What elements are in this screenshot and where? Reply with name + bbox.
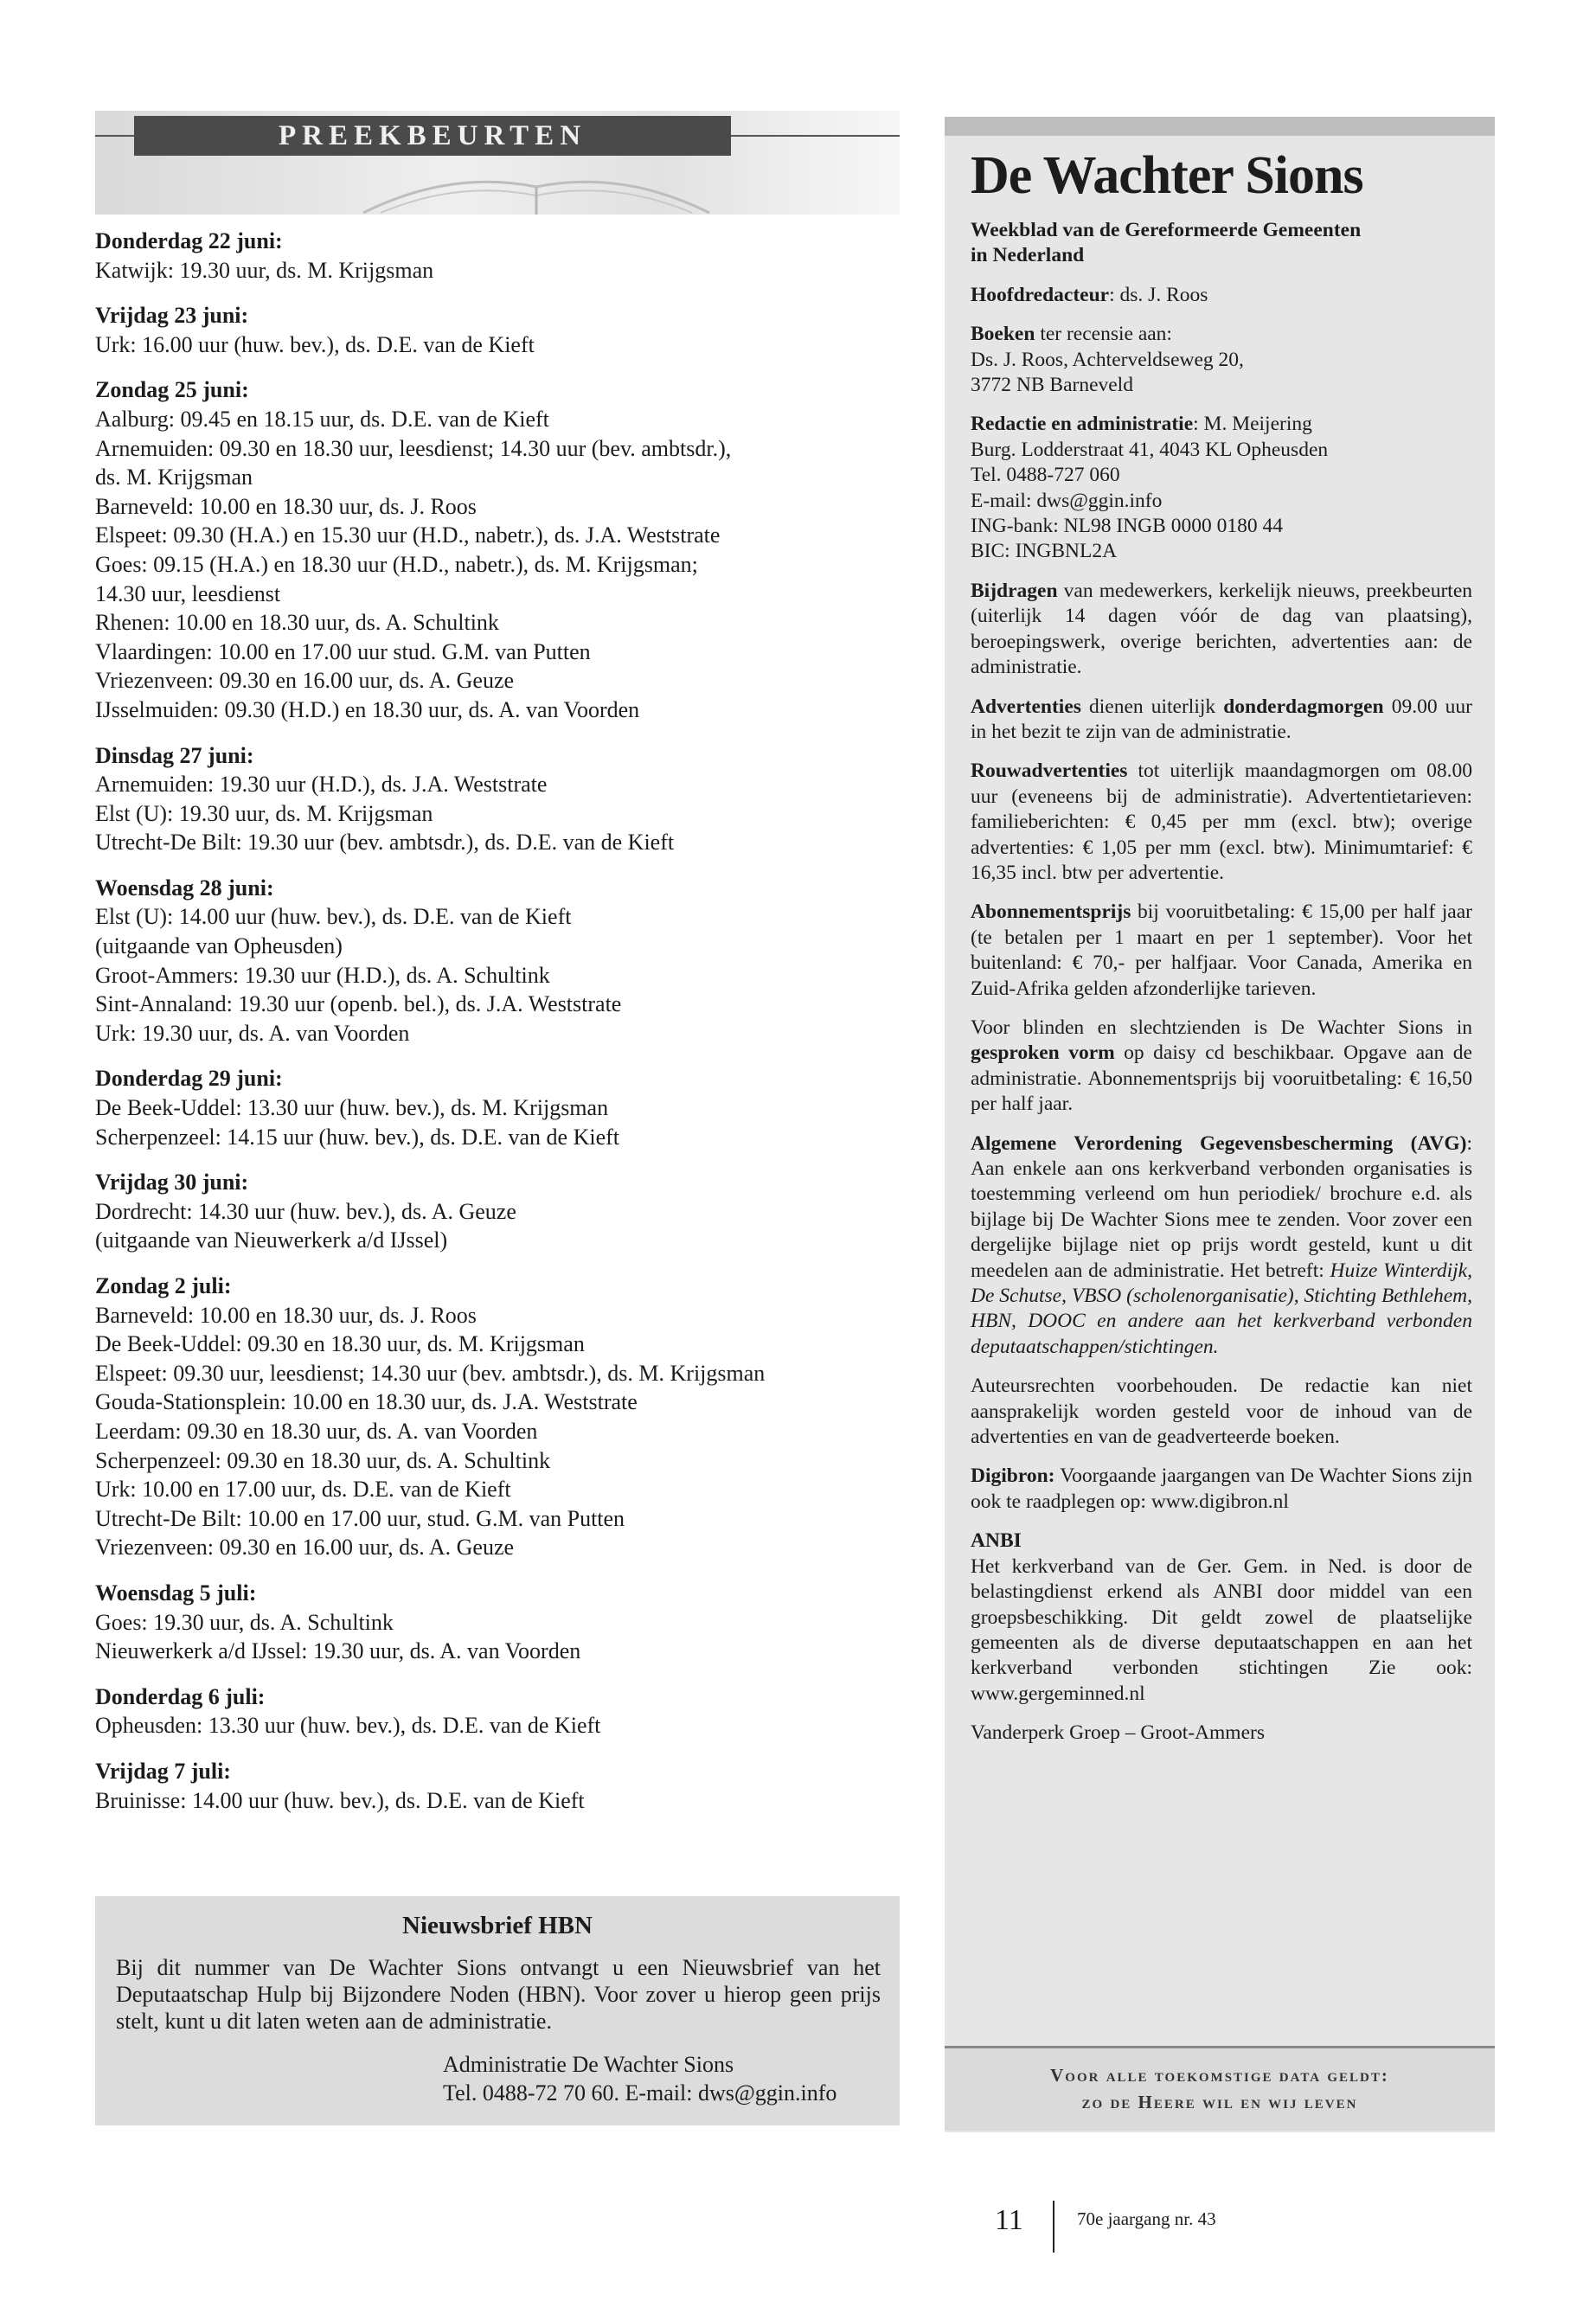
nieuwsbrief-box	[95, 1896, 900, 2125]
day-heading: Vrijdag 7 juli:	[95, 1758, 231, 1784]
service-line: Groot-Ammers: 19.30 uur (H.D.), ds. A. Schultink	[95, 962, 550, 988]
schedule-day	[95, 227, 900, 285]
digibron	[971, 1464, 1472, 1515]
bijdragen	[971, 579, 1472, 681]
day-heading: Vrijdag 30 juni:	[95, 1170, 249, 1195]
advertenties-deadline: donderdagmorgen	[1223, 695, 1384, 718]
service-line: Elspeet: 09.30 uur, leesdienst; 14.30 uur (bev. ambtsdr.), ds. M. Krijgsman	[95, 1360, 766, 1386]
advertenties-mid: dienen uiterlijk	[1080, 695, 1224, 718]
service-line: Sint-Annaland: 19.30 uur (openb. bel.), ds. J.A. Weststrate	[95, 991, 622, 1017]
signature-line-2: Tel. 0488-72 70 60. E-mail: dws@ggin.info	[443, 2080, 837, 2106]
schedule-day	[95, 1168, 900, 1255]
day-heading: Donderdag 22 juni:	[95, 228, 283, 253]
nieuwsbrief-title: Nieuwsbrief HBN	[402, 1912, 593, 1939]
motto-line-1: Voor alle toekomstige data geldt:	[1050, 2065, 1389, 2086]
hoofdredacteur-value: : ds. J. Roos	[1109, 283, 1208, 306]
schedule-day	[95, 741, 900, 857]
service-line: Utrecht-De Bilt: 19.30 uur (bev. ambtsdr.), ds. D.E. van de Kieft	[95, 830, 675, 856]
abonnement-text: bij vooruitbetaling: € 15,00 per half jaar (te betalen per 1 maart en per 1 september). Voor het buitenland: € 70,- per halfjaar. Voor Canada, Amerika en Zuid-Afrika gelden afzonderlijke tarieven.	[971, 901, 1472, 1000]
service-line: Urk: 19.30 uur, ds. A. van Voorden	[95, 1020, 410, 1046]
advertenties	[971, 695, 1472, 746]
issue-info: 70e jaargang nr. 43	[1077, 2208, 1216, 2229]
nieuwsbrief-body: Bij dit nummer van De Wachter Sions ontvangt u een Nieuwsbrief van het Deputaatschap Hulp bij Bijzondere Noden (HBN). Voor zover u hierop geen prijs stelt, kunt u dit laten weten aan de administratie.	[116, 1955, 881, 2034]
redactie-address: Burg. Lodderstraat 41, 4043 KL Opheusden	[971, 438, 1329, 461]
bijdragen-label: Bijdragen	[971, 579, 1058, 602]
service-line: Urk: 16.00 uur (huw. bev.), ds. D.E. van de Kieft	[95, 331, 535, 357]
service-line: Vlaardingen: 10.00 en 17.00 uur stud. G.M. van Putten	[95, 638, 591, 664]
anbi	[971, 1529, 1472, 1707]
motto-band	[945, 2046, 1495, 2131]
motto-line-2: zo de Heere wil en wij leven	[1081, 2092, 1358, 2112]
service-line: ds. M. Krijgsman	[95, 465, 253, 490]
hoofdredacteur-label: Hoofdredacteur	[971, 283, 1110, 306]
service-line: Gouda-Stationsplein: 10.00 en 18.30 uur, ds. J.A. Weststrate	[95, 1389, 638, 1415]
redactie-email: E-mail: dws@ggin.info	[971, 489, 1163, 512]
subtitle-line-2: in Nederland	[971, 244, 1085, 267]
service-line: Rhenen: 10.00 en 18.30 uur, ds. A. Schultink	[95, 610, 499, 636]
nieuwsbrief-signature	[443, 2050, 900, 2107]
blinden-bold: gesproken vorm	[971, 1042, 1115, 1065]
service-line: Katwijk: 19.30 uur, ds. M. Krijgsman	[95, 257, 434, 283]
blinden-text-1: Voor blinden en slechtzienden is De Wachter Sions in	[971, 1016, 1472, 1039]
open-book-icon	[355, 161, 718, 215]
day-heading: Donderdag 29 juni:	[95, 1066, 283, 1092]
service-line: Goes: 19.30 uur, ds. A. Schultink	[95, 1609, 394, 1635]
printer: Vanderperk Groep – Groot-Ammers	[971, 1721, 1265, 1745]
advertenties-end: 09.00 uur in het bezit te zijn van de administratie.	[971, 695, 1472, 743]
boeken-value: ter recensie aan:	[1035, 323, 1172, 346]
service-line: Leerdam: 09.30 en 18.30 uur, ds. A. van Voorden	[95, 1418, 538, 1444]
digibron-text: Voorgaande jaargangen van De Wachter Sions zijn ook te raadplegen op: www.digibron.nl	[971, 1465, 1472, 1513]
day-heading: Woensdag 28 juni:	[95, 875, 274, 901]
schedule-day	[95, 1757, 900, 1815]
colophon-top-bar	[945, 117, 1495, 136]
anbi-text: Het kerkverband van de Ger. Gem. in Ned. is door de belastingdienst erkend als ANBI door middel van een groepsbeschikking. Dit geldt zowel de plaatselijke gemeenten als de diverse deputaatschappen en aan het kerkverband verbonden stichtingen Zie ook: www.gergeminned.nl	[971, 1554, 1472, 1705]
anbi-label: ANBI	[971, 1529, 1022, 1553]
service-line: Scherpenzeel: 09.30 en 18.30 uur, ds. A. Schultink	[95, 1447, 551, 1473]
service-line: Arnemuiden: 19.30 uur (H.D.), ds. J.A. Weststrate	[95, 772, 548, 798]
day-heading: Zondag 2 juli:	[95, 1273, 232, 1298]
service-line: Barneveld: 10.00 en 18.30 uur, ds. J. Roos	[95, 1302, 477, 1328]
colophon-text	[971, 218, 1472, 1760]
day-heading: Dinsdag 27 juni:	[95, 742, 254, 768]
service-line: Elst (U): 19.30 uur, ds. M. Krijgsman	[95, 800, 433, 826]
service-line: Goes: 09.15 (H.A.) en 18.30 uur (H.D., nabetr.), ds. M. Krijgsman;	[95, 551, 698, 577]
page-number: 11	[995, 2204, 1023, 2236]
service-line: (uitgaande van Opheusden)	[95, 933, 343, 959]
schedule-day	[95, 301, 900, 359]
schedule-day	[95, 375, 900, 724]
schedule-day	[95, 874, 900, 1048]
avg-italic: Huize Winterdijk, De Schutse, VBSO (scholenorganisatie), Stichting Bethlehem, HBN, DOOC en andere aan het kerkverband verbonden deputaatschappen/stichtingen.	[971, 1259, 1472, 1358]
abonnement-label: Abonnementsprijs	[971, 901, 1131, 924]
service-line: 14.30 uur, leesdienst	[95, 580, 281, 606]
subtitle-line-1: Weekblad van de Gereformeerde Gemeenten	[971, 219, 1362, 241]
service-line: Barneveld: 10.00 en 18.30 uur, ds. J. Roos	[95, 493, 477, 519]
preekbeurten-banner	[95, 111, 900, 215]
masthead: De Wachter Sions	[971, 146, 1363, 205]
service-line: IJsselmuiden: 09.30 (H.D.) en 18.30 uur, ds. A. van Voorden	[95, 696, 640, 722]
subtitle	[971, 218, 1472, 269]
service-line: Vriezenveen: 09.30 en 16.00 uur, ds. A. Geuze	[95, 668, 515, 694]
schedule-day	[95, 1579, 900, 1666]
signature-line-1: Administratie De Wachter Sions	[443, 2052, 734, 2077]
folio-divider	[1053, 2201, 1054, 2253]
avg-text: : Aan enkele aan ons kerkverband verbonden organisaties is toestemming verleend om hun periodiek/ brochure e.d. als bijlage bij De Wachter Sions mee te zenden. Voor zover een dergelijke bijlage niet op prijs wordt gesteld, kunt u dit meedelen aan de administratie. Het betreft:	[971, 1131, 1472, 1282]
service-line: Vriezenveen: 09.30 en 16.00 uur, ds. A. Geuze	[95, 1535, 515, 1561]
service-line: Dordrecht: 14.30 uur (huw. bev.), ds. A. Geuze	[95, 1198, 516, 1224]
boeken-postcode: 3772 NB Barneveld	[971, 374, 1133, 397]
day-heading: Woensdag 5 juli:	[95, 1580, 257, 1606]
redactie-bank: ING-bank: NL98 INGB 0000 0180 44	[971, 515, 1283, 538]
redactie-value: : M. Meijering	[1193, 413, 1312, 436]
day-heading: Donderdag 6 juli:	[95, 1683, 266, 1709]
abonnementsprijs	[971, 900, 1472, 1002]
schedule-day	[95, 1272, 900, 1562]
service-line: Urk: 10.00 en 17.00 uur, ds. D.E. van de Kieft	[95, 1477, 511, 1503]
service-line: (uitgaande van Nieuwerkerk a/d IJssel)	[95, 1227, 448, 1253]
service-line: Opheusden: 13.30 uur (huw. bev.), ds. D.E. van de Kieft	[95, 1713, 601, 1739]
boeken	[971, 322, 1472, 398]
rouw-label: Rouwadvertenties	[971, 760, 1128, 783]
service-line: Arnemuiden: 09.30 en 18.30 uur, leesdienst; 14.30 uur (bev. ambtsdr.),	[95, 435, 732, 461]
avg-label: Algemene Verordening Gegevensbescherming (AVG)	[971, 1131, 1467, 1155]
service-line: Bruinisse: 14.00 uur (huw. bev.), ds. D.E. van de Kieft	[95, 1787, 585, 1813]
blinden-text-2: op daisy cd beschikbaar. Opgave aan de administratie. Abonnementsprijs bij vooruitbetaling: € 16,50 per half jaar.	[971, 1042, 1472, 1116]
redactie-bic: BIC: INGBNL2A	[971, 540, 1118, 563]
day-heading: Vrijdag 23 juni:	[95, 303, 249, 329]
service-line: Elspeet: 09.30 (H.A.) en 15.30 uur (H.D., nabetr.), ds. J.A. Weststrate	[95, 522, 721, 548]
schedule-day	[95, 1682, 900, 1740]
motto	[945, 2062, 1495, 2116]
service-line: Aalburg: 09.45 en 18.15 uur, ds. D.E. van de Kieft	[95, 406, 549, 432]
service-line: Elst (U): 14.00 uur (huw. bev.), ds. D.E. van de Kieft	[95, 904, 572, 930]
advertenties-label: Advertenties	[971, 695, 1081, 718]
service-line: Utrecht-De Bilt: 10.00 en 17.00 uur, stud. G.M. van Putten	[95, 1505, 625, 1531]
rouw-text: tot uiterlijk maandagmorgen om 08.00 uur (eveneens bij de administratie). Advertentietarieven: familieberichten: € 0,45 per mm (excl. btw); overige advertenties: € 1,05 per mm (excl. btw). Minimumtarief: € 16,35 incl. btw per advertentie.	[971, 760, 1472, 884]
auteursrechten: Auteursrechten voorbehouden. De redactie kan niet aansprakelijk worden gesteld voor de inhoud van de advertenties en van de geadverteerde boeken.	[971, 1375, 1472, 1449]
boeken-address: Ds. J. Roos, Achterveldseweg 20,	[971, 348, 1244, 371]
redactie	[971, 412, 1472, 564]
redactie-phone: Tel. 0488-727 060	[971, 464, 1120, 487]
bijdragen-text: van medewerkers, kerkelijk nieuws, preekbeurten (uiterlijk 14 dagen vóór de dag van plaatsing), beroepingswerk, overige berichten, advertenties aan: de administratie.	[971, 579, 1472, 679]
boeken-label: Boeken	[971, 323, 1035, 346]
rouwadvertenties	[971, 759, 1472, 886]
digibron-label: Digibron:	[971, 1465, 1055, 1488]
day-heading: Zondag 25 juni:	[95, 377, 249, 403]
schedule-day	[95, 1064, 900, 1151]
avg	[971, 1131, 1472, 1361]
preekbeurten-schedule	[95, 227, 900, 1831]
service-line: De Beek-Uddel: 13.30 uur (huw. bev.), ds. M. Krijgsman	[95, 1095, 609, 1121]
service-line: De Beek-Uddel: 09.30 en 18.30 uur, ds. M. Krijgsman	[95, 1331, 585, 1357]
banner-title: PREEKBEURTEN	[134, 116, 731, 156]
blinden	[971, 1016, 1472, 1118]
service-line: Nieuwerkerk a/d IJssel: 19.30 uur, ds. A. van Voorden	[95, 1638, 581, 1664]
service-line: Scherpenzeel: 14.15 uur (huw. bev.), ds. D.E. van de Kieft	[95, 1124, 619, 1150]
redactie-label: Redactie en administratie	[971, 413, 1194, 436]
hoofdredacteur	[971, 283, 1472, 308]
